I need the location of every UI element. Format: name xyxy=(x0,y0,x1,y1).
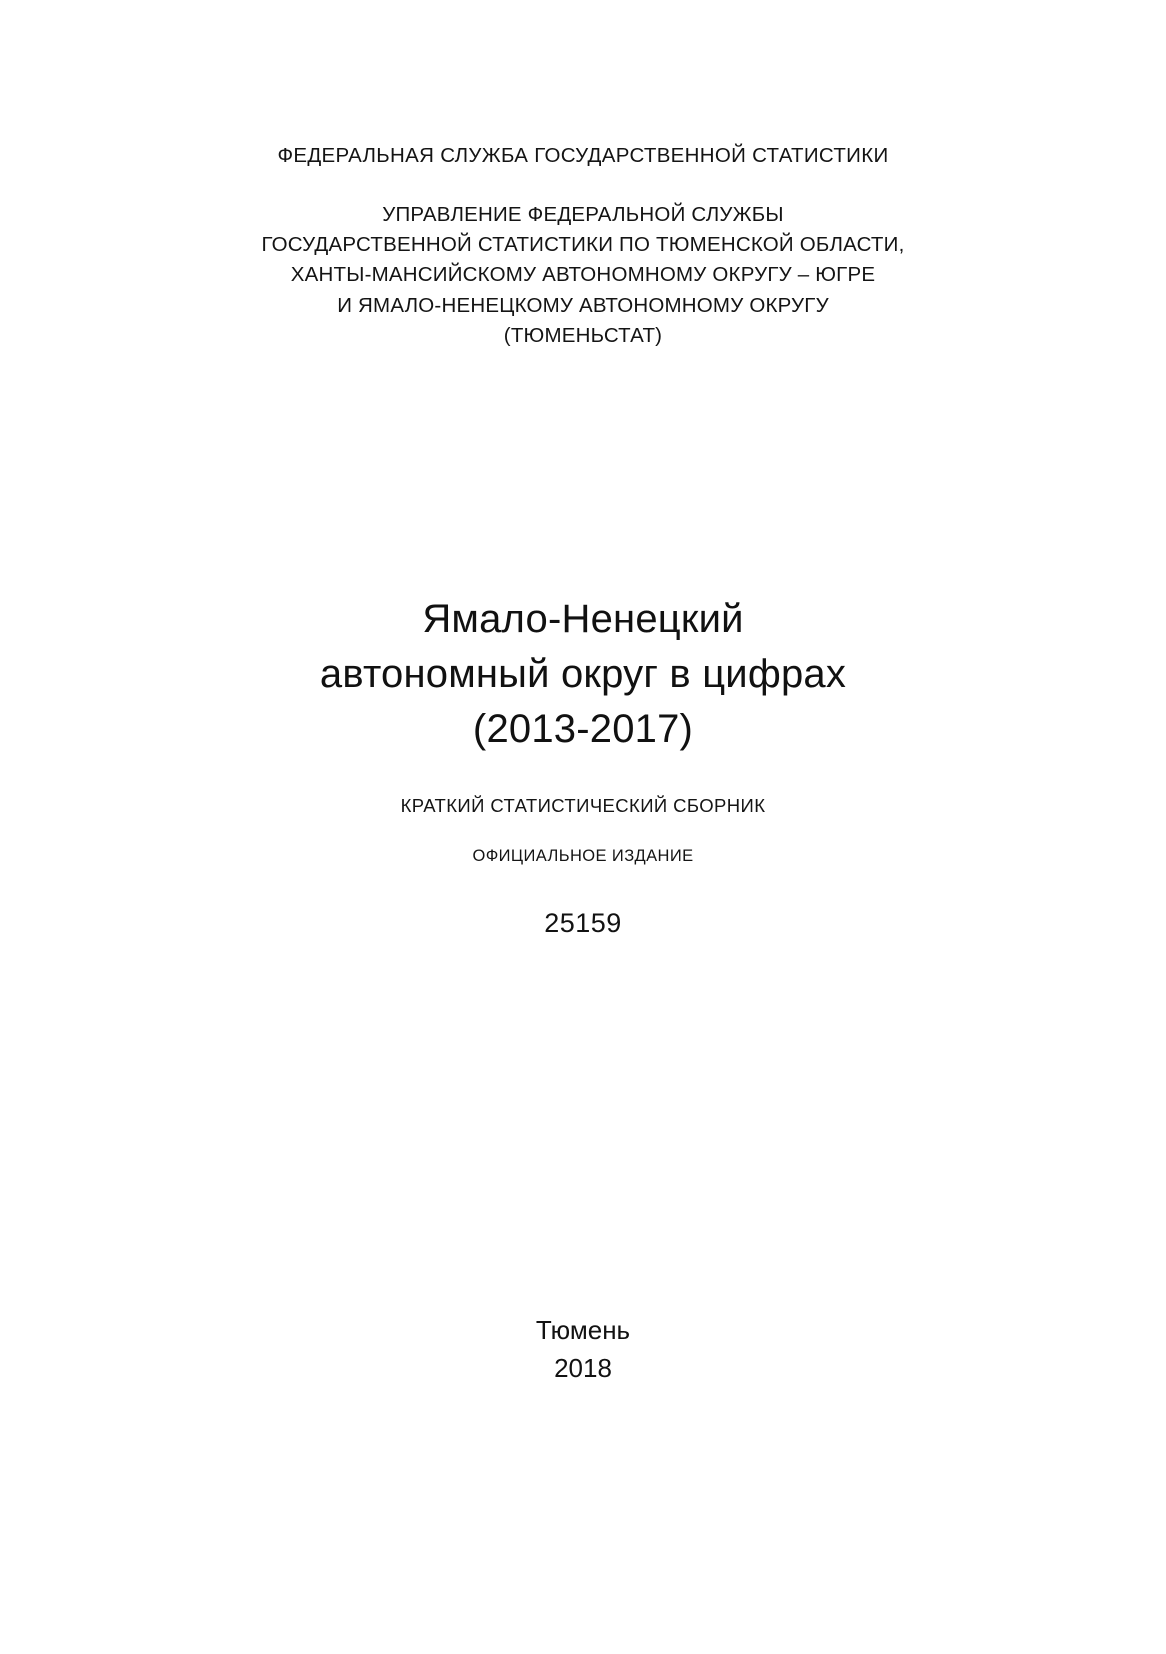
publication-kind: КРАТКИЙ СТАТИСТИЧЕСКИЙ СБОРНИК xyxy=(400,795,766,816)
imprint-year: 2018 xyxy=(554,1352,612,1383)
page-title xyxy=(0,592,1166,758)
federal-service-name: ФЕДЕРАЛЬНАЯ СЛУЖБА ГОСУДАРСТВЕННОЙ СТАТИСТИКИ xyxy=(277,144,889,167)
department-line-5: (ТЮМЕНЬСТАТ) xyxy=(503,323,663,347)
department-line-3: ХАНТЫ-МАНСИЙСКОМУ АВТОНОМНОМУ ОКРУГУ – ЮГРЕ xyxy=(290,263,876,287)
subtitle-block xyxy=(0,795,1166,866)
title-line-1: Ямало-Ненецкий xyxy=(422,597,744,641)
publication-code: 25159 xyxy=(544,908,622,938)
agency-block xyxy=(0,142,1166,351)
title-line-2: автономный округ в цифрах xyxy=(319,652,847,697)
department-line-4: И ЯМАЛО-НЕНЕЦКОМУ АВТОНОМНОМУ ОКРУГУ xyxy=(337,293,829,317)
title-line-3: (2013-2017) xyxy=(472,707,694,752)
imprint-block xyxy=(0,1312,1166,1387)
department-line-1: УПРАВЛЕНИЕ ФЕДЕРАЛЬНОЙ СЛУЖБЫ xyxy=(382,202,784,226)
official-edition-label: ОФИЦИАЛЬНОЕ ИЗДАНИЕ xyxy=(472,847,694,865)
department-name-block xyxy=(0,200,1166,352)
imprint-city: Тюмень xyxy=(535,1315,631,1345)
department-line-2: ГОСУДАРСТВЕННОЙ СТАТИСТИКИ ПО ТЮМЕНСКОЙ ОБЛАСТИ, xyxy=(261,233,905,256)
